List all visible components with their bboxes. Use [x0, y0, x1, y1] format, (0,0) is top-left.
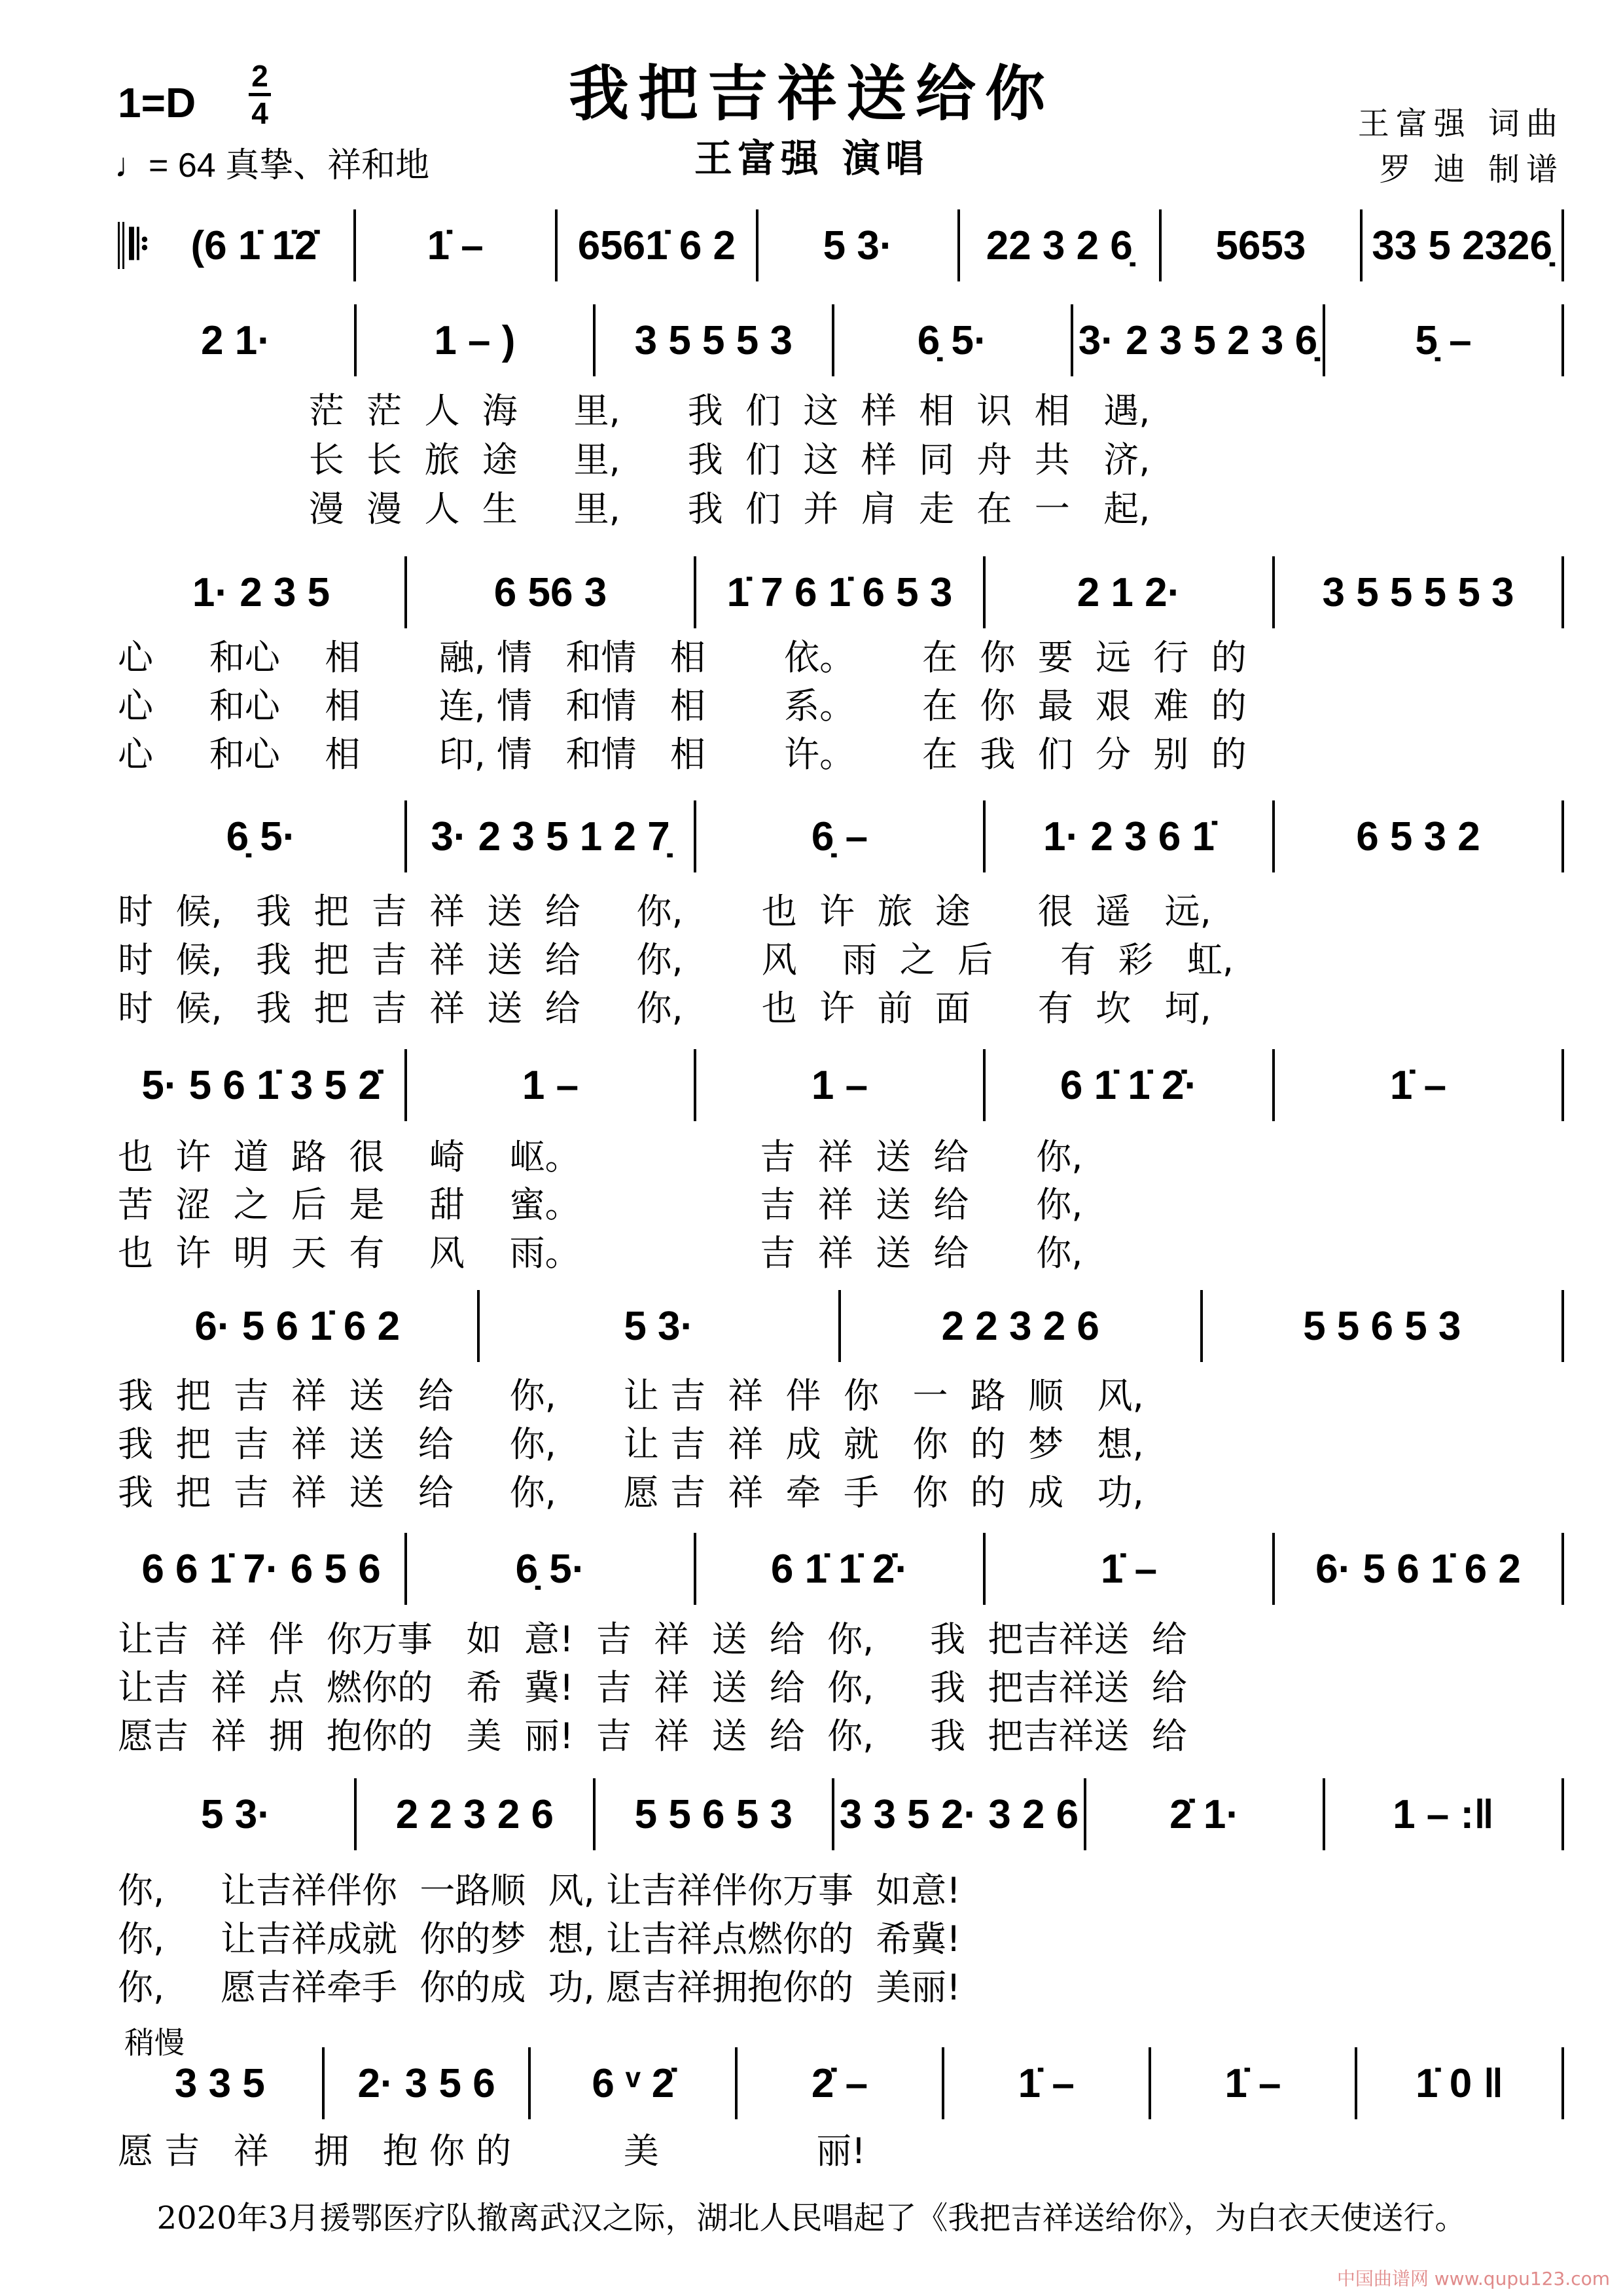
lyric-line: 愿吉 祥 拥 抱你的 美 丽! 吉 祥 送 给 你, 我 把吉祥送 给 [118, 1715, 1187, 1757]
measure: 5 3· [480, 1290, 842, 1362]
measure: 3 3 5 2· 3 2 6 [834, 1778, 1086, 1850]
measure: 3 5 5 5 5 3 [1275, 556, 1564, 628]
lyric-line: 让吉 祥 伴 你万事 如 意! 吉 祥 送 给 你, 我 把吉祥送 给 [118, 1619, 1187, 1660]
lyric-line: 我 把 吉 祥 送 给 你, 愿 吉 祥 牵 手 你 的 成 功, [118, 1472, 1144, 1513]
staff-system [118, 1778, 1564, 1850]
measure: 3· 2 3 5 1 2 7̣ [407, 800, 696, 872]
measure: 6 56 3 [407, 556, 696, 628]
measure: 1 – ) [357, 304, 596, 376]
measure: 6· 5 6 1̇ 6 2 [1275, 1533, 1564, 1605]
measure: 2 2 3 2 6 [841, 1290, 1203, 1362]
measure: 6 6 1̇ 7· 6 5 6 [118, 1533, 407, 1605]
staff-system [118, 1290, 1564, 1362]
composer-credit: 王富强 词曲 [1357, 105, 1564, 142]
lyric-line: 让吉 祥 点 燃你的 希 冀! 吉 祥 送 给 你, 我 把吉祥送 给 [118, 1667, 1187, 1708]
lyric-line: 也 许 道 路 很 崎 岖。 吉 祥 送 给 你, [118, 1136, 1083, 1177]
lyric-line: 我 把 吉 祥 送 给 你, 让 吉 祥 伴 你 一 路 顺 风, [118, 1375, 1144, 1416]
footer-note: 2020年3月援鄂医疗队撤离武汉之际，湖北人民唱起了《我把吉祥送给你》，为白衣天使送行。 [156, 2200, 1467, 2236]
measure: 3 5 5 5 3 [596, 304, 834, 376]
song-title: 我把吉祥送给你 [568, 58, 1054, 129]
transcriber-credit: 罗 迪 制谱 [1379, 151, 1564, 188]
lyric-line: 长 长 旅 途 里, 我 们 这 样 同 舟 共 济, [118, 439, 1150, 480]
measure: 3· 2 3 5 2 3 6̣ [1073, 304, 1325, 376]
measure: 5 3· [118, 1778, 357, 1850]
measure: 2· 3 5 6 [325, 2047, 531, 2119]
lyric-line: 心 和心 相 连, 情 和情 相 系。 在 你 最 艰 难 的 [118, 685, 1247, 726]
lyric-line: 你, 让吉祥伴你 一路顺 风, 让吉祥伴你万事 如意! [118, 1870, 961, 1911]
measure: 6̣ 5· [834, 304, 1073, 376]
measure: 22 3 2 6̣ [960, 209, 1162, 281]
lyric-line: 心 和心 相 印, 情 和情 相 许。 在 我 们 分 别 的 [118, 734, 1247, 775]
watermark: 中国曲谱网 www.qupu123.com [1336, 2268, 1610, 2289]
singer: 王富强 演唱 [694, 136, 929, 181]
measure: 5· 5 6 1̇ 3 5 2̇ [118, 1049, 407, 1121]
measure: 2̇ – [738, 2047, 944, 2119]
measure: 1 – [696, 1049, 986, 1121]
measure: 1̇ – [1151, 2047, 1358, 2119]
measure: 6· 5 6 1̇ 6 2 [118, 1290, 480, 1362]
measure: 6̣ 5· [407, 1533, 696, 1605]
repeat-start-sign: 𝄆 [118, 222, 154, 269]
measure: 1̇ – [944, 2047, 1151, 2119]
lyric-line: 漫 漫 人 生 里, 我 们 并 肩 走 在 一 起, [118, 488, 1150, 529]
lyric-line: 你, 愿吉祥牵手 你的成 功, 愿吉祥拥抱你的 美丽! [118, 1967, 961, 2008]
measure: 6 ᵛ 2̇ [531, 2047, 738, 2119]
measure: 2 1 2· [986, 556, 1275, 628]
tempo-change-mark: 稍慢 [124, 2025, 185, 2060]
staff-system [118, 2047, 1564, 2119]
measure: 1̇ – [986, 1533, 1275, 1605]
measure: 6 5 3 2 [1275, 800, 1564, 872]
staff-system [118, 1533, 1564, 1605]
lyric-line: 时 候, 我 把 吉 祥 送 给 你, 风 雨 之 后 有 彩 虹, [118, 939, 1234, 980]
staff-system [118, 556, 1564, 628]
measure: 5 5 6 5 3 [1203, 1290, 1565, 1362]
lyric-line: 时 候, 我 把 吉 祥 送 给 你, 也 许 旅 途 很 遥 远, [118, 891, 1211, 932]
lyric-line: 时 候, 我 把 吉 祥 送 给 你, 也 许 前 面 有 坎 坷, [118, 988, 1211, 1029]
measure: 5 3· [758, 209, 960, 281]
measure: 5̣ – [1325, 304, 1564, 376]
measure: 2 1· [118, 304, 357, 376]
measure: 6561̇ 6 2 [558, 209, 759, 281]
measure: 6̣ 5· [118, 800, 407, 872]
measure: 1̇ – [356, 209, 558, 281]
staff-system [118, 209, 1564, 281]
measure: 33 5 2326̣ [1363, 209, 1564, 281]
measure: 5 5 6 5 3 [596, 1778, 834, 1850]
lyric-line: 你, 让吉祥成就 你的梦 想, 让吉祥点燃你的 希冀! [118, 1918, 961, 1960]
measure: 2 2 3 2 6 [357, 1778, 596, 1850]
measure: 6̣ – [696, 800, 986, 872]
measure: 1̇ 0 ‖ [1357, 2047, 1564, 2119]
measure: 5653 [1162, 209, 1363, 281]
staff-system [118, 1049, 1564, 1121]
time-signature [249, 59, 271, 130]
staff-system [118, 304, 1564, 376]
measure: 3 3 5 [118, 2047, 325, 2119]
measure: 1̇ – [1275, 1049, 1564, 1121]
tempo-marking: ♩= 64 真挚、祥和地 [115, 147, 430, 185]
meter-bottom: 4 [251, 96, 268, 130]
measure: 2̇ 1· [1086, 1778, 1325, 1850]
measure: (6 1̇ 1̇2̇ [154, 209, 356, 281]
lyric-line: 心 和心 相 融, 情 和情 相 依。 在 你 要 远 行 的 [118, 637, 1247, 678]
measure: 6 1̇ 1̇ 2̇· [986, 1049, 1275, 1121]
lyric-line: 我 把 吉 祥 送 给 你, 让 吉 祥 成 就 你 的 梦 想, [118, 1424, 1144, 1465]
lyric-line: 愿 吉 祥 拥 抱 你 的 美 丽! [118, 2130, 866, 2172]
key-signature: 1=D [118, 79, 196, 126]
measure: 1 – [407, 1049, 696, 1121]
measure: 1· 2 3 6 1̇ [986, 800, 1275, 872]
lyric-line: 茫 茫 人 海 里, 我 们 这 样 相 识 相 遇, [118, 390, 1150, 431]
meter-top: 2 [251, 59, 268, 93]
staff-system [118, 800, 1564, 872]
measure: 1· 2 3 5 [118, 556, 407, 628]
lyric-line: 苦 涩 之 后 是 甜 蜜。 吉 祥 送 给 你, [118, 1184, 1083, 1225]
lyric-line: 也 许 明 天 有 风 雨。 吉 祥 送 给 你, [118, 1232, 1083, 1274]
measure: 1 – :‖ [1325, 1778, 1564, 1850]
measure: 1̇ 7 6 1̇ 6 5 3 [696, 556, 986, 628]
measure: 6 1̇ 1̇ 2̇· [696, 1533, 986, 1605]
